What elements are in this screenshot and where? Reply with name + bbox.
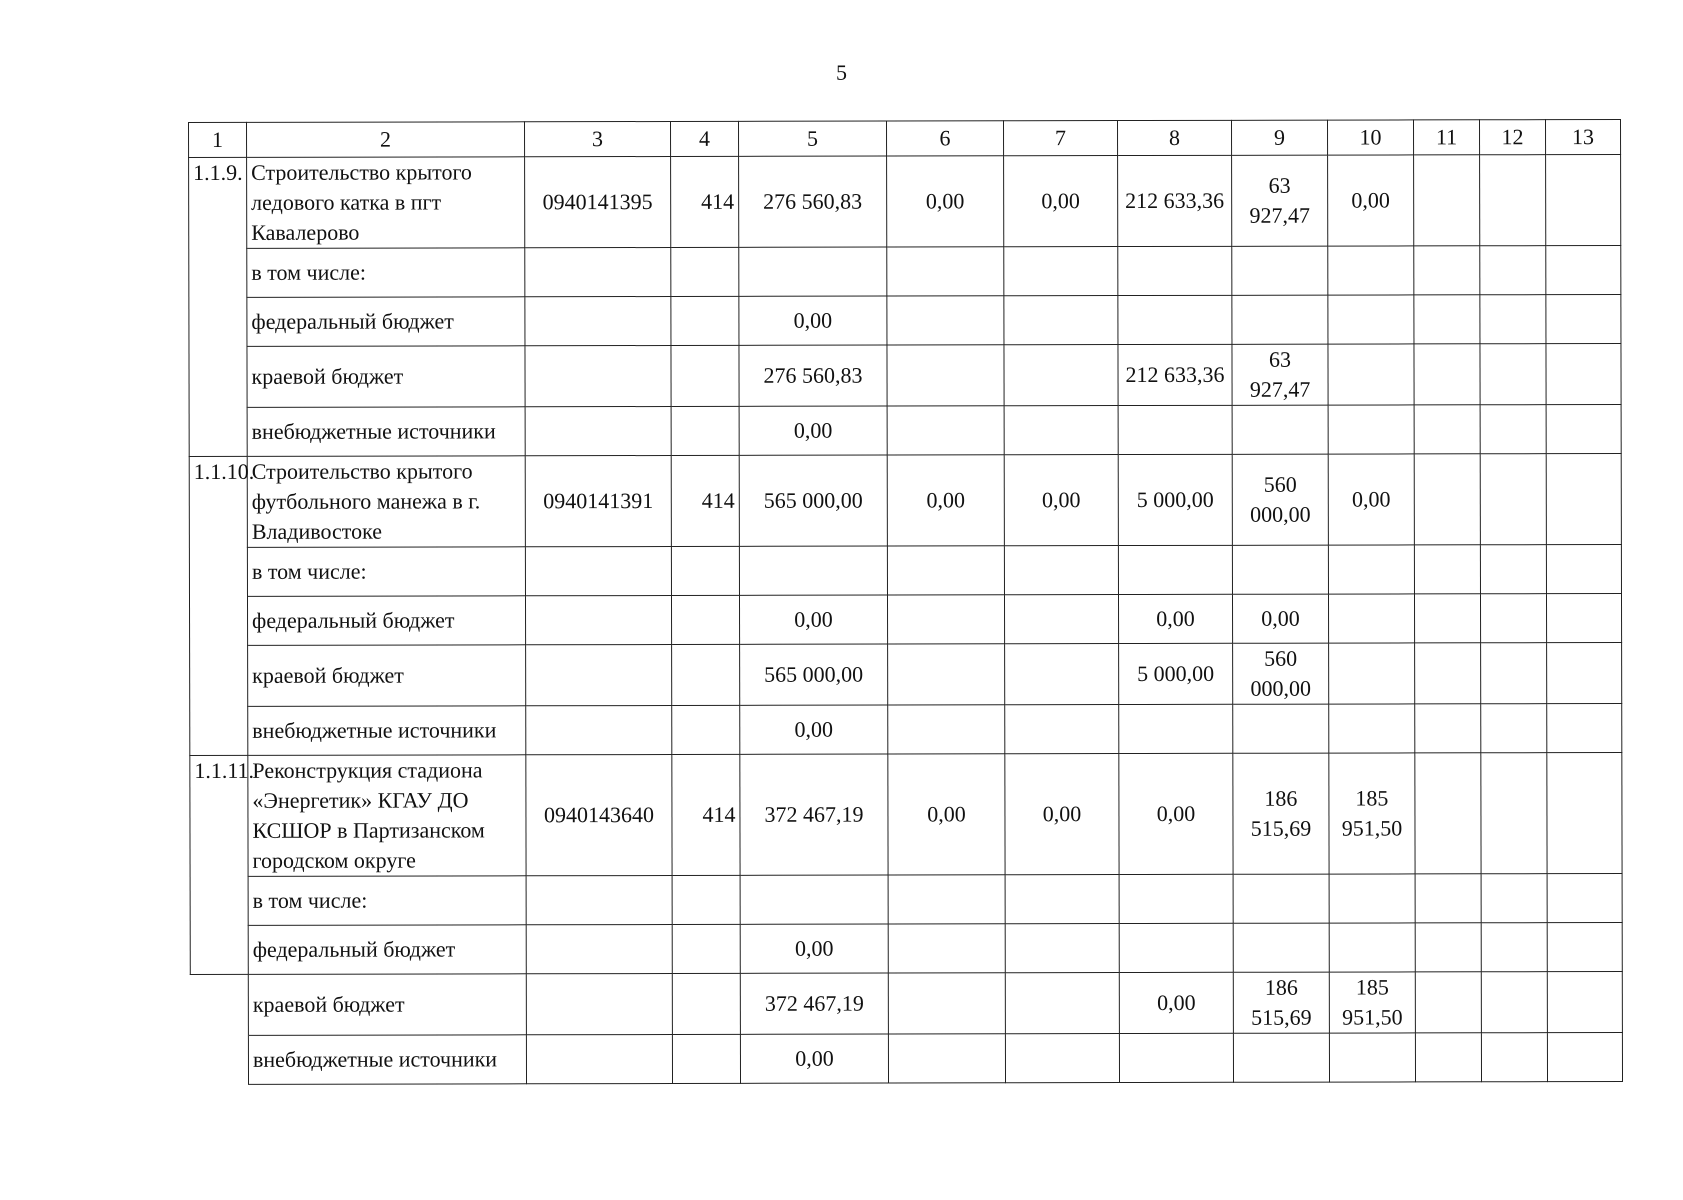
sub-label: в том числе: xyxy=(247,547,525,597)
item-number: 1.1.9. xyxy=(189,157,248,456)
item-v9: 63 927,47 xyxy=(1232,155,1328,246)
sub-v8: 0,00 xyxy=(1119,972,1233,1033)
sub-v9: 560 000,00 xyxy=(1233,643,1329,704)
sub-v10 xyxy=(1328,344,1414,405)
sub-label: в том числе: xyxy=(248,876,526,926)
sub-v10 xyxy=(1328,295,1414,344)
item-v7: 0,00 xyxy=(1005,754,1119,875)
table-row-sub xyxy=(190,873,1622,925)
item-total: 372 467,19 xyxy=(740,754,888,875)
col-header-2: 2 xyxy=(247,122,525,158)
item-name: Реконструкция стадиона «Энергетик» КГАУ ДО КСШОР в Партизанском городском округе xyxy=(248,755,526,877)
item-v9: 560 000,00 xyxy=(1232,454,1328,545)
sub-v10 xyxy=(1328,405,1414,454)
sub-label: внебюджетные источники xyxy=(247,407,525,457)
sub-v9 xyxy=(1232,405,1328,454)
item-code: 0940141391 xyxy=(525,455,671,546)
item-number: 1.1.10. xyxy=(189,456,248,755)
col-header-10: 10 xyxy=(1327,120,1413,155)
sub-v8 xyxy=(1119,923,1233,972)
sub-v10 xyxy=(1329,643,1415,704)
item-v10: 0,00 xyxy=(1328,155,1414,246)
table-row-item xyxy=(189,453,1621,547)
sub-v8 xyxy=(1119,874,1233,923)
table-row-sub xyxy=(189,593,1621,645)
table-row-sub xyxy=(189,294,1621,346)
budget-table xyxy=(188,119,1623,1085)
col-header-13: 13 xyxy=(1545,119,1620,154)
sub-label: федеральный бюджет xyxy=(247,596,525,646)
header-row xyxy=(189,119,1621,157)
item-v8: 5 000,00 xyxy=(1118,454,1232,545)
item-type: 414 xyxy=(671,156,739,247)
sub-v10 xyxy=(1328,246,1414,295)
item-v9: 186 515,69 xyxy=(1233,753,1329,874)
sub-v5: 276 560,83 xyxy=(739,345,887,406)
item-v10: 185 951,50 xyxy=(1329,753,1415,874)
item-v8: 0,00 xyxy=(1119,753,1233,874)
item-total: 276 560,83 xyxy=(739,156,887,247)
sub-v9: 186 515,69 xyxy=(1233,972,1329,1033)
table-row-item xyxy=(189,154,1621,248)
sub-v10 xyxy=(1329,1033,1415,1082)
sub-v9 xyxy=(1232,545,1328,594)
sub-v8: 212 633,36 xyxy=(1118,344,1232,405)
sub-v10 xyxy=(1328,594,1414,643)
sub-v5: 0,00 xyxy=(739,296,887,345)
item-name: Строительство крытого ледового катка в пгт Кавалерово xyxy=(247,157,525,249)
item-v6: 0,00 xyxy=(888,754,1005,875)
col-header-1: 1 xyxy=(189,122,247,157)
table-row-sub xyxy=(189,544,1621,596)
table-row-sub xyxy=(190,1032,1622,1084)
col-header-3: 3 xyxy=(525,121,671,156)
item-v8: 212 633,36 xyxy=(1118,155,1232,246)
sub-v8 xyxy=(1118,545,1232,594)
sub-v9 xyxy=(1233,704,1329,753)
table-row-sub xyxy=(189,245,1621,297)
sub-v9: 63 927,47 xyxy=(1232,344,1328,405)
sub-label: краевой бюджет xyxy=(247,346,525,408)
sub-v9 xyxy=(1233,923,1329,972)
sub-v8 xyxy=(1118,295,1232,344)
sub-v9 xyxy=(1232,295,1328,344)
sub-label: краевой бюджет xyxy=(248,974,526,1036)
table-row-sub xyxy=(190,922,1622,974)
sub-label: федеральный бюджет xyxy=(248,925,526,975)
sub-label: федеральный бюджет xyxy=(247,297,525,347)
sub-label: в том числе: xyxy=(247,248,525,298)
col-header-9: 9 xyxy=(1231,120,1327,155)
item-type: 414 xyxy=(671,455,739,546)
sub-v9 xyxy=(1232,246,1328,295)
sub-label: краевой бюджет xyxy=(248,645,526,707)
sub-v10 xyxy=(1328,545,1414,594)
sub-v10 xyxy=(1329,923,1415,972)
item-v10: 0,00 xyxy=(1328,454,1414,545)
sub-v9: 0,00 xyxy=(1232,594,1328,643)
sub-v8 xyxy=(1118,405,1232,454)
item-code: 0940141395 xyxy=(525,156,671,247)
item-total: 565 000,00 xyxy=(739,455,887,546)
table-row-sub xyxy=(190,971,1622,1035)
item-v7: 0,00 xyxy=(1004,455,1118,546)
sub-v8: 0,00 xyxy=(1118,594,1232,643)
col-header-4: 4 xyxy=(671,121,739,156)
sub-v5: 0,00 xyxy=(739,406,887,455)
sub-v5: 565 000,00 xyxy=(740,644,888,705)
sub-v5 xyxy=(740,875,888,924)
col-header-7: 7 xyxy=(1003,121,1117,156)
item-name: Строительство крытого футбольного манежа в г. Владивостоке xyxy=(247,456,525,548)
sub-v5: 0,00 xyxy=(740,705,888,754)
page-number: 5 xyxy=(836,60,847,85)
item-number: 1.1.11. xyxy=(190,755,248,974)
sub-v8 xyxy=(1119,704,1233,753)
item-v6: 0,00 xyxy=(887,455,1004,546)
table-row-sub xyxy=(189,343,1621,407)
table-row-sub xyxy=(190,703,1622,755)
sub-v5 xyxy=(739,247,887,296)
sub-v10 xyxy=(1329,704,1415,753)
sub-v9 xyxy=(1233,1033,1329,1082)
col-header-8: 8 xyxy=(1117,120,1231,155)
item-type: 414 xyxy=(672,754,740,875)
item-code: 0940143640 xyxy=(526,754,672,875)
item-v7: 0,00 xyxy=(1004,156,1118,247)
sub-v5: 0,00 xyxy=(739,595,887,644)
sub-label: внебюджетные источники xyxy=(248,706,526,756)
table-row-sub xyxy=(190,642,1622,706)
item-v6: 0,00 xyxy=(887,156,1004,247)
table-row-sub xyxy=(189,404,1621,456)
sub-v8: 5 000,00 xyxy=(1119,643,1233,704)
sub-v8 xyxy=(1119,1033,1233,1082)
col-header-11: 11 xyxy=(1413,120,1479,155)
col-header-6: 6 xyxy=(886,121,1003,156)
col-header-12: 12 xyxy=(1479,120,1545,155)
sub-v10 xyxy=(1329,874,1415,923)
sub-v5 xyxy=(739,546,887,595)
sub-v8 xyxy=(1118,246,1232,295)
sub-v10: 185 951,50 xyxy=(1329,972,1415,1033)
sub-label: внебюджетные источники xyxy=(248,1035,526,1085)
sub-v9 xyxy=(1233,874,1329,923)
sub-v5: 0,00 xyxy=(740,924,888,973)
col-header-5: 5 xyxy=(738,121,886,156)
table-row-item xyxy=(190,752,1622,876)
sub-v5: 0,00 xyxy=(740,1034,888,1083)
sub-v5: 372 467,19 xyxy=(740,973,888,1034)
